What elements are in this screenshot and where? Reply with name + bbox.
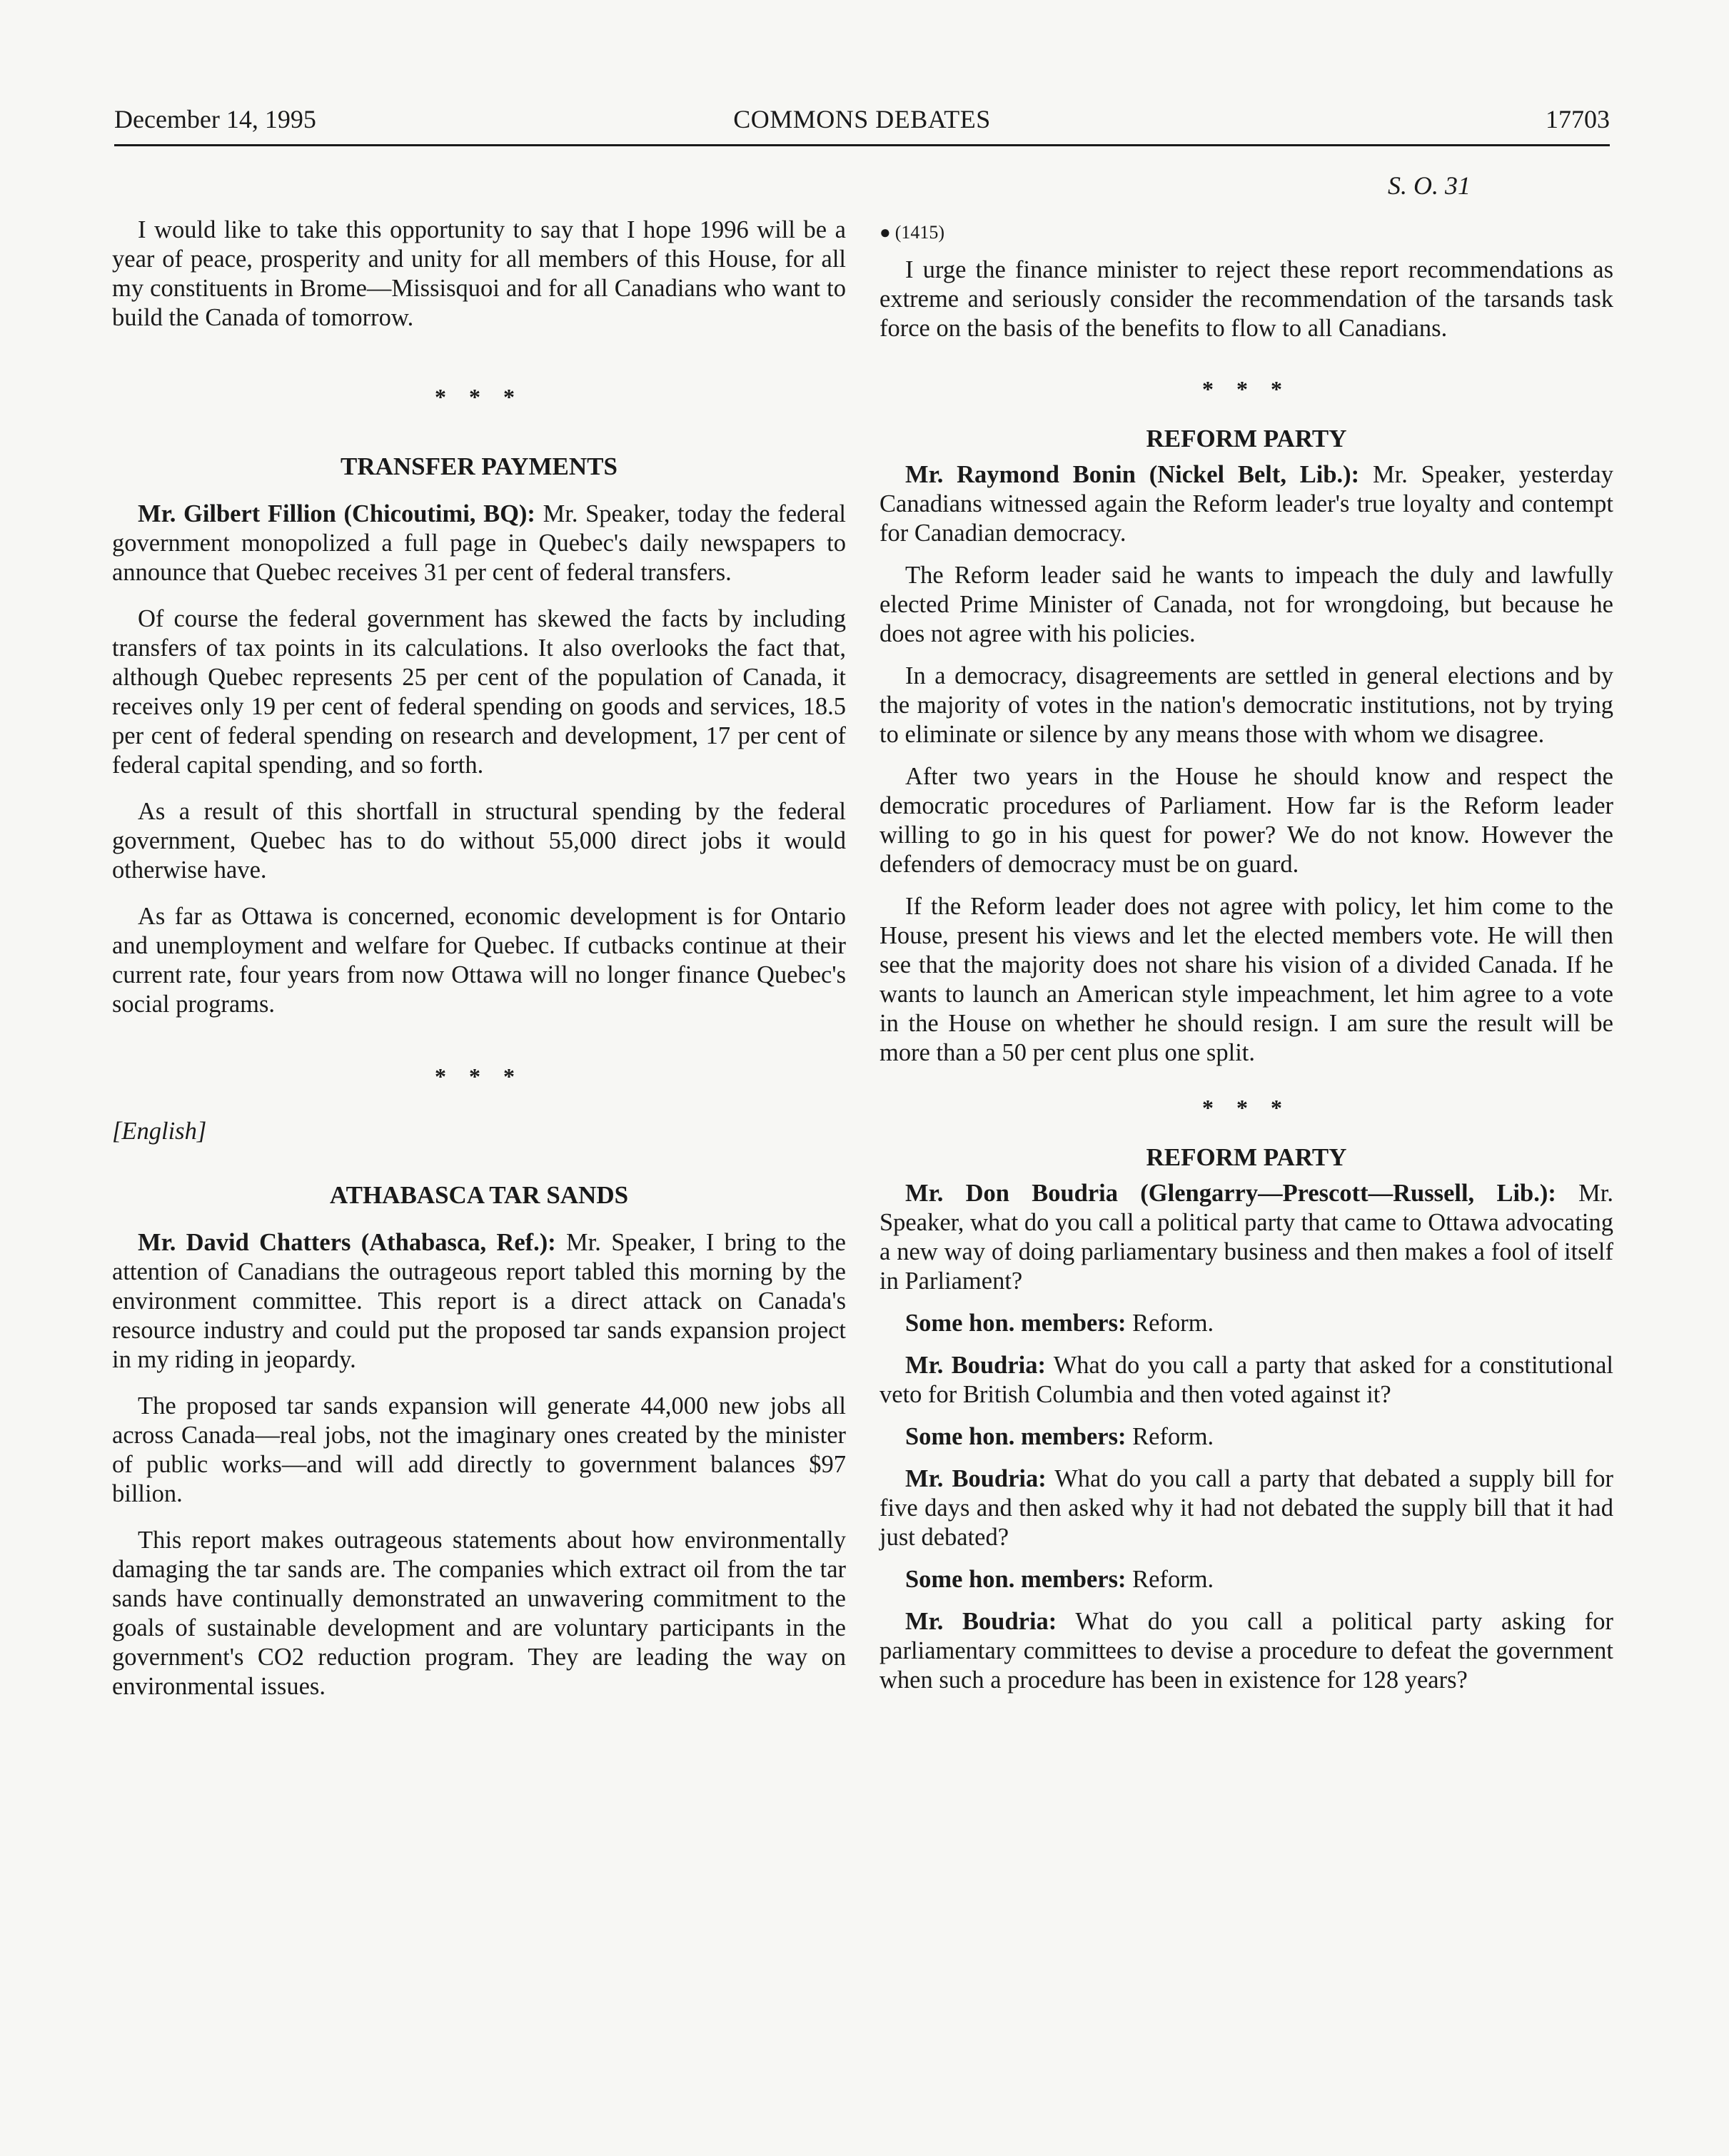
speech-text: Mr. Speaker, I bring to the attention of Canadians the outrageous report tabled this morning by the environment committee. This report is a direct attack on Canada's resource industry and could put the proposed tar sands expansion project in my riding in jeopardy. xyxy=(112,1229,846,1373)
speech-text: Mr. Speaker, today the federal government monopolized a full page in Quebec's daily newspapers to announce that Quebec receives 31 per cent of federal transfers. xyxy=(112,500,846,586)
paragraph: This report makes outrageous statements about how environmentally damaging the tar sands are. The companies which extract oil from the tar sands have continually demonstrated an unwavering commitment to the goals of sustainable development and are voluntary participants in the government's CO2 reduction program. They are leading the way on environmental issues. xyxy=(112,1527,846,1700)
paragraph: As far as Ottawa is concerned, economic development is for Ontario and unemployment and welfare for Quebec. If cutbacks continue at their current rate, four years from now Ottawa will no longer finance Quebec's social programs. xyxy=(112,903,846,1018)
section-heading-reform-party-2: REFORM PARTY xyxy=(1146,1143,1347,1171)
speaker-name: Some hon. members: xyxy=(905,1310,1126,1337)
speech-paragraph xyxy=(112,1228,846,1375)
speech-text: Mr. Speaker, yesterday Canadians witnessed again the Reform leader's true loyalty and contempt for Canadian democracy. xyxy=(879,461,1613,547)
speaker-name: Mr. David Chatters (Athabasca, Ref.): xyxy=(138,1229,556,1256)
speech-paragraph xyxy=(879,1607,1613,1695)
header-date: December 14, 1995 xyxy=(114,105,316,133)
speech-paragraph xyxy=(112,500,846,587)
speaker-name: Mr. Don Boudria (Glengarry—Prescott—Russell, Lib.): xyxy=(905,1180,1556,1207)
paragraph: If the Reform leader does not agree with policy, let him come to the House, present his views and let the elected members vote. He will then see that the majority does not share his vision of a divided Canada. If he wants to launch an American style impeachment, let him agree to a vote in the House on whether he should resign. I am sure the result will be more than a 50 per cent plus one split. xyxy=(879,893,1613,1066)
bullet-icon: ● xyxy=(879,222,891,243)
right-column xyxy=(879,171,1613,1695)
speech-text: Mr. Speaker, what do you call a political party that came to Ottawa advocating a new way of doing parliamentary business and then makes a fool of itself in Parliament? xyxy=(879,1180,1614,1295)
section-separator: * * * xyxy=(435,384,523,410)
header-page-number: 17703 xyxy=(1546,105,1610,133)
speaker-name: Mr. Boudria: xyxy=(905,1608,1057,1635)
paragraph: The proposed tar sands expansion will generate 44,000 new jobs all across Canada—real jobs, not the imaginary ones created by the minister of public works—and will add directly to government balances $97 billion. xyxy=(112,1392,846,1507)
speech-text: What do you call a political party asking for parliamentary committees to devise a procedure to defeat the government when such a procedure has been in existence for 128 years? xyxy=(879,1608,1613,1694)
speech-paragraph xyxy=(879,460,1613,548)
section-heading-athabasca: ATHABASCA TAR SANDS xyxy=(329,1181,629,1209)
header-journal-title: COMMONS DEBATES xyxy=(733,105,991,133)
paragraph: I would like to take this opportunity to say that I hope 1996 will be a year of peace, prosperity and unity for all members of this House, for all my constituents in Brome—Missisquoi and for all Canadians who want to build the Canada of tomorrow. xyxy=(112,216,846,331)
interjection xyxy=(879,1309,1613,1338)
section-separator: * * * xyxy=(1202,1095,1291,1120)
standing-order-label: S. O. 31 xyxy=(1388,171,1471,200)
section-separator: * * * xyxy=(1202,376,1291,402)
speech-text: Reform. xyxy=(1126,1423,1214,1450)
speech-paragraph xyxy=(879,1179,1613,1296)
speaker-name: Some hon. members: xyxy=(905,1423,1126,1450)
paragraph: After two years in the House he should know and respect the democratic procedures of Parliament. How far is the Reform leader willing to go in his quest for power? We do not know. However the defenders of democracy must be on guard. xyxy=(879,763,1613,878)
speech-paragraph xyxy=(879,1351,1613,1410)
speaker-name: Mr. Boudria: xyxy=(905,1465,1047,1492)
paragraph: In a democracy, disagreements are settled in general elections and by the majority of votes in the nation's democratic institutions, not by trying to eliminate or silence by any means those with whom we disagree. xyxy=(879,662,1613,748)
speaker-name: Mr. Raymond Bonin (Nickel Belt, Lib.): xyxy=(905,461,1360,488)
speech-paragraph xyxy=(879,1464,1613,1552)
speaker-name: Mr. Boudria: xyxy=(905,1352,1046,1379)
section-heading-reform-party: REFORM PARTY xyxy=(1146,425,1347,452)
speech-text: What do you call a party that debated a supply bill for five days and then asked why it had not debated the supply bill that it had just debated? xyxy=(879,1465,1614,1551)
left-column xyxy=(112,171,846,1701)
page-header xyxy=(114,100,1610,146)
interjection xyxy=(879,1565,1613,1594)
speech-text: Reform. xyxy=(1126,1566,1214,1593)
speech-text: What do you call a party that asked for a constitutional veto for British Columbia and then voted against it? xyxy=(879,1352,1613,1408)
section-heading-transfer-payments: TRANSFER PAYMENTS xyxy=(341,452,618,480)
paragraph: Of course the federal government has skewed the facts by including transfers of tax points in its calculations. It also overlooks the fact that, although Quebec represents 25 per cent of the population of Canada, it receives only 19 per cent of federal spending on goods and services, 18.5 per cent of federal spending on research and development, 17 per cent of federal capital spending, and so forth. xyxy=(112,605,846,779)
paragraph: The Reform leader said he wants to impeach the duly and lawfully elected Prime Minister of Canada, not for wrongdoing, but because he does not agree with his policies. xyxy=(879,562,1613,647)
speaker-name: Some hon. members: xyxy=(905,1566,1126,1593)
speaker-name: Mr. Gilbert Fillion (Chicoutimi, BQ): xyxy=(138,500,535,527)
language-note: [English] xyxy=(112,1118,207,1145)
timestamp: ● (1415) xyxy=(879,222,945,243)
section-separator: * * * xyxy=(435,1063,523,1089)
speech-text: Reform. xyxy=(1126,1310,1214,1337)
paragraph: As a result of this shortfall in structural spending by the federal government, Quebec has to do without 55,000 direct jobs it would otherwise have. xyxy=(112,798,846,884)
interjection xyxy=(879,1422,1613,1452)
paragraph: I urge the finance minister to reject these report recommendations as extreme and seriously consider the recommendation of the tarsands task force on the basis of the benefits to flow to all Canadians. xyxy=(879,256,1613,342)
